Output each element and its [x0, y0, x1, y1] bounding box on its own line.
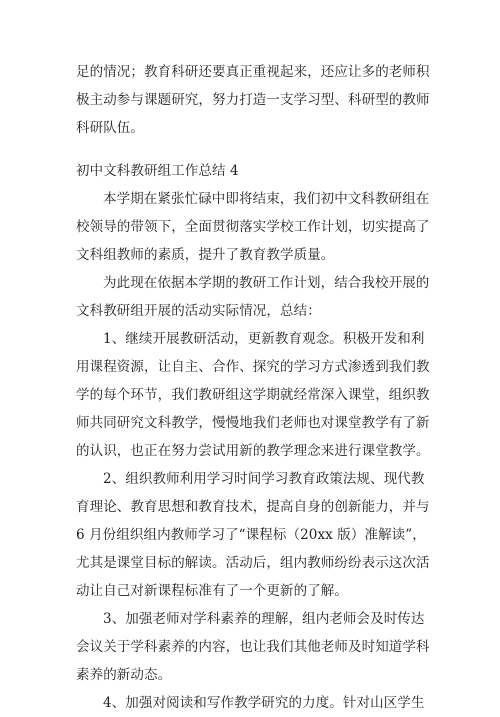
text-line: 足的情况；教育科研还要真正重视起来，还应让多的老师积: [76, 64, 430, 80]
intro-paragraph: [76, 58, 428, 142]
paragraph-1: [76, 185, 428, 269]
text-line: 动让自己对新课程标准有了一个更新的了解。: [76, 583, 348, 599]
section-title: 初中文科教研组工作总结 4: [76, 163, 239, 179]
paragraph-6: [76, 689, 428, 717]
text-line: 极主动参与课题研究，努力打造一支学习型、科研型的教师: [76, 92, 430, 108]
text-line: 校领导的带领下，全面贯彻落实学校工作计划，切实提高了: [76, 219, 430, 235]
text-line: 会议关于学科素养的内容，也让我们其他老师及时知道学科: [76, 639, 430, 655]
text-line: 文科组教师的素质，提升了教育教学质量。: [76, 247, 335, 263]
paragraph-3: [76, 325, 428, 465]
text-line: 育理论、教育思想和教育技术，提高自身的创新能力，并与: [76, 499, 430, 515]
text-line: 1、继续开展教研活动，更新教育观念。积极开发和利: [103, 331, 425, 347]
text-line: 用课程资源，让自主、合作、探究的学习方式渗透到我们教: [76, 359, 430, 375]
text-line: 4、加强对阅读和写作教学研究的力度。针对山区学生: [103, 695, 425, 711]
text-line: 科研队伍。: [76, 120, 144, 136]
paragraph-5: [76, 605, 428, 689]
text-line: 6 月份组织组内教师学习了“课程标（20xx 版）准解读”，: [76, 527, 426, 543]
text-line: 2、组织教师利用学习时间学习教育政策法规、现代教: [103, 471, 425, 487]
text-line: 尤其是课堂目标的解读。活动后，组内教师纷纷表示这次活: [76, 555, 430, 571]
text-line: 文科教研组开展的活动实际情况，总结：: [76, 303, 321, 319]
document-page: [76, 58, 428, 717]
text-line: 学的每个环节，我们教研组这学期就经常深入课堂，组织教: [76, 387, 430, 403]
text-line: 师共同研究文科教学，慢慢地我们老师也对课堂教学有了新: [76, 415, 430, 431]
paragraph-2: [76, 269, 428, 325]
paragraph-4: [76, 465, 428, 605]
text-line: 为此现在依据本学期的教研工作计划，结合我校开展的: [103, 275, 430, 291]
text-line: 3、加强老师对学科素养的理解，组内老师会及时传达: [103, 611, 425, 627]
text-line: 的认识，也正在努力尝试用新的教学理念来进行课堂教学。: [76, 443, 430, 459]
text-line: 本学期在紧张忙碌中即将结束，我们初中文科教研组在: [103, 191, 430, 207]
text-line: 素养的新动态。: [76, 667, 172, 683]
